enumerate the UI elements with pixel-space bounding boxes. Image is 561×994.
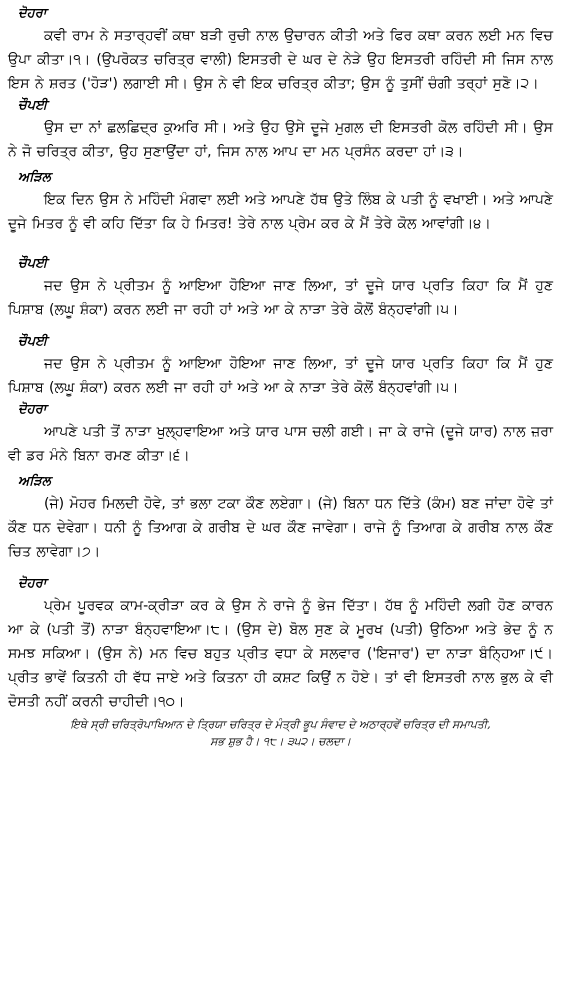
section-heading-3: ਅੜਿਲ [18, 170, 51, 185]
section-paragraph-5: ਜਦ ਉਸ ਨੇ ਪ੍ਰੀਤਮ ਨੂੰ ਆਇਆ ਹੋਇਆ ਜਾਣ ਲਿਆ, ਤਾਂ ਦੂਜੇ ਯਾਰ ਪ੍ਰਤਿ ਕਿਹਾ ਕਿ ਮੈਂ ਹੁਣ ਪਿਸ਼ਾਬ (ਲਘੂ ਸ਼ੰਕਾ) ਕਰਨ ਲਈ ਜਾ ਰਹੀ ਹਾਂ ਅਤੇ ਆ ਕੇ ਨਾੜਾ ਤੇਰੇ ਕੋਲੋਂ ਬੰਨ੍ਹਵਾਂਗੀ।੫। [8, 356, 553, 396]
section-heading-1: ਦੋਹਰਾ [18, 6, 47, 21]
section-paragraph-6: ਆਪਣੇ ਪਤੀ ਤੋਂ ਨਾੜਾ ਖੁਲ੍ਹਵਾਇਆ ਅਤੇ ਯਾਰ ਪਾਸ ਚਲੀ ਗਈ। ਜਾ ਕੇ ਰਾਜੇ (ਦੂਜੇ ਯਾਰ) ਨਾਲ ਜ਼ਰਾ ਵੀ ਡਰ ਮੰਨੇ ਬਿਨਾ ਰਮਣ ਕੀਤਾ।੬। [8, 424, 553, 464]
section-paragraph-8: ਪ੍ਰੇਮ ਪੂਰਵਕ ਕਾਮ-ਕ੍ਰੀੜਾ ਕਰ ਕੇ ਉਸ ਨੇ ਰਾਜੇ ਨੂੰ ਭੇਜ ਦਿੱਤਾ। ਹੱਥ ਨੂੰ ਮਹਿੰਦੀ ਲਗੀ ਹੋਣ ਕਾਰਨ ਆ ਕੇ (ਪਤੀ ਤੋਂ) ਨਾੜਾ ਬੰਨ੍ਹਵਾਇਆ।੮। (ਉਸ ਦੇ) ਬੋਲ ਸੁਣ ਕੇ ਮੂਰਖ (ਪਤੀ) ਉਠਿਆ ਅਤੇ ਭੇਦ ਨੂੰ ਨ ਸਮਝ ਸਕਿਆ। (ਉਸ ਨੇ) ਮਨ ਵਿਚ ਬਹੁਤ ਪ੍ਰੀਤ ਵਧਾ ਕੇ ਸਲਵਾਰ ('ਇਜਾਰ') ਦਾ ਨਾੜਾ ਬੰਨ੍ਹਿਆ।੯। ਪ੍ਰੀਤ ਭਾਵੇਂ ਕਿਤਨੀ ਹੀ ਵੱਧ ਜਾਏ ਅਤੇ ਕਿਤਨਾ ਹੀ ਕਸ਼ਟ ਕਿਉਂ ਨ ਹੋਏ। ਤਾਂ ਵੀ ਇਸਤਰੀ ਨਾਲ ਭੁਲ ਕੇ ਵੀ ਦੋਸਤੀ ਨਹੀਂ ਕਰਨੀ ਚਾਹੀਦੀ।੧੦। [8, 598, 553, 710]
section-heading-4: ਚੌਪਈ [18, 256, 48, 271]
colophon-line-2: ਸਭ ਸ਼ੁਭ ਹੈ। ੧੮। ੩੫੨। ਚਲਦਾ। [210, 735, 351, 748]
section-paragraph-4: ਜਦ ਉਸ ਨੇ ਪ੍ਰੀਤਮ ਨੂੰ ਆਇਆ ਹੋਇਆ ਜਾਣ ਲਿਆ, ਤਾਂ ਦੂਜੇ ਯਾਰ ਪ੍ਰਤਿ ਕਿਹਾ ਕਿ ਮੈਂ ਹੁਣ ਪਿਸ਼ਾਬ (ਲਘੂ ਸ਼ੰਕਾ) ਕਰਨ ਲਈ ਜਾ ਰਹੀ ਹਾਂ ਅਤੇ ਆ ਕੇ ਨਾੜਾ ਤੇਰੇ ਕੋਲੋਂ ਬੰਨ੍ਹਵਾਂਗੀ।੫। [8, 278, 553, 318]
section-heading-8: ਦੋਹਰਾ [18, 576, 47, 591]
section-heading-2: ਚੌਪਈ [18, 98, 48, 113]
section-heading-7: ਅੜਿਲ [18, 474, 51, 489]
colophon-line-1: ਇਥੇ ਸ੍ਰੀ ਚਰਿਤ੍ਰੋਪਾਖਿਆਨ ਦੇ ਤ੍ਰਿਯਾ ਚਰਿਤ੍ਰ ਦੇ ਮੰਤ੍ਰੀ ਭੂਪ ਸੰਵਾਦ ਦੇ ਅਠਾਰ੍ਹਵੇਂ ਚਰਿਤ੍ਰ ਦੀ ਸਮਾਪਤੀ, [70, 718, 491, 731]
section-paragraph-7: (ਜੇ) ਮੋਹਰ ਮਿਲਦੀ ਹੋਵੇ, ਤਾਂ ਭਲਾ ਟਕਾ ਕੌਣ ਲਏਗਾ। (ਜੇ) ਬਿਨਾ ਧਨ ਦਿੱਤੇ (ਕੰਮ) ਬਣ ਜਾਂਦਾ ਹੋਵੇ ਤਾਂ ਕੌਣ ਧਨ ਦੇਵੇਗਾ। ਧਨੀ ਨੂੰ ਤਿਆਗ ਕੇ ਗਰੀਬ ਦੇ ਘਰ ਕੌਣ ਜਾਵੇਗਾ। ਰਾਜੇ ਨੂੰ ਤਿਆਗ ਕੇ ਗਰੀਬ ਨਾਲ ਕੌਣ ਚਿਤ ਲਾਵੇਗਾ।੭। [8, 496, 553, 560]
section-paragraph-2: ਉਸ ਦਾ ਨਾਂ ਛਲਛਿਦ੍ਰ ਕੁਅਰਿ ਸੀ। ਅਤੇ ਉਹ ਉਸੇ ਦੂਜੇ ਮੁਗਲ ਦੀ ਇਸਤਰੀ ਕੋਲ ਰਹਿੰਦੀ ਸੀ। ਉਸ ਨੇ ਜੋ ਚਰਿਤ੍ਰ ਕੀਤਾ, ਉਹ ਸੁਣਾਉਂਦਾ ਹਾਂ, ਜਿਸ ਨਾਲ ਆਪ ਦਾ ਮਨ ਪ੍ਰਸੰਨ ਕਰਦਾ ਹਾਂ।੩। [8, 120, 553, 160]
chapter-colophon [8, 716, 553, 750]
section-paragraph-1: ਕਵੀ ਰਾਮ ਨੇ ਸਤਾਰ੍ਹਵੀਂ ਕਥਾ ਬੜੀ ਰੁਚੀ ਨਾਲ ਉਚਾਰਨ ਕੀਤੀ ਅਤੇ ਫਿਰ ਕਥਾ ਕਰਨ ਲਈ ਮਨ ਵਿਚ ਉਪਾ ਕੀਤਾ।੧। (ਉਪਰੋਕਤ ਚਰਿਤ੍ਰ ਵਾਲੀ) ਇਸਤਰੀ ਦੇ ਘਰ ਦੇ ਨੇੜੇ ਉਹ ਇਸਤਰੀ ਰਹਿੰਦੀ ਸੀ ਜਿਸ ਨਾਲ ਇਸ ਨੇ ਸ਼ਰਤ ('ਹੋੜ') ਲਗਾਈ ਸੀ। ਉਸ ਨੇ ਵੀ ਇਕ ਚਰਿਤ੍ਰ ਕੀਤਾ; ਉਸ ਨੂੰ ਤੁਸੀਂ ਚੰਗੀ ਤਰ੍ਹਾਂ ਸੁਣੋ।੨। [8, 28, 553, 92]
section-paragraph-3: ਇਕ ਦਿਨ ਉਸ ਨੇ ਮਹਿੰਦੀ ਮੰਗਵਾ ਲਈ ਅਤੇ ਆਪਣੇ ਹੱਥ ਉਤੇ ਲਿੰਬ ਕੇ ਪਤੀ ਨੂੰ ਵਖਾਈ। ਅਤੇ ਆਪਣੇ ਦੂਜੇ ਮਿਤਰ ਨੂੰ ਵੀ ਕਹਿ ਦਿੱਤਾ ਕਿ ਹੇ ਮਿਤਰ! ਤੇਰੇ ਨਾਲ ਪ੍ਰੇਮ ਕਰ ਕੇ ਮੈਂ ਤੇਰੇ ਕੋਲ ਆਵਾਂਗੀ।੪। [8, 192, 553, 232]
section-heading-6: ਦੋਹਰਾ [18, 402, 47, 417]
section-heading-5: ਚੌਪਈ [18, 334, 48, 349]
